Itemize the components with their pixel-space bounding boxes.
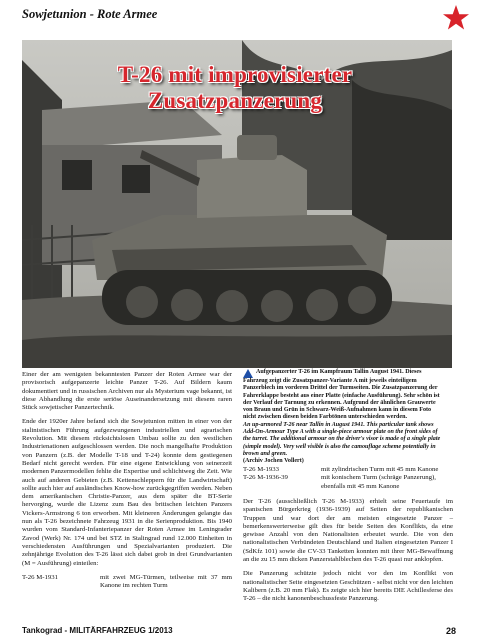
variant-row	[243, 466, 453, 474]
variant-value: mit konischem Turm (schräge Panzerung), ebenfalls mit 45 mm Kanone	[321, 474, 436, 490]
left-column	[22, 371, 232, 590]
triangle-icon	[243, 369, 253, 378]
caption-credit: (Archiv Jochen Vollert)	[243, 458, 304, 465]
variant-key: T-26 M-1933	[243, 466, 279, 473]
intro-paragraph: Einer der am wenigsten bekanntesten Panzer der Roten Armee war der provisorisch aufgepanzerte leichte Panzer T-26. Auf Bildern kaum dokumentiert und in russischen Archiven nur als Mysterium vage bekannt, ist diese Abhandlung die erste seriöse Auseinandersetzung mit diesem raren Stück sowjetischer Panzertechnik.	[22, 371, 232, 412]
variant-row	[243, 474, 453, 491]
variant-key: T-26 M-1931	[22, 573, 58, 581]
armour-paragraph: Die Panzerung schützte jedoch nicht vor den im Konflikt von nationalistischer Seite eingesetzten Geschützen - selbst nicht vor den leichten Kalibern (z.B. 20 mm Flak). Es zeigte sich hier bereits DIE Achillesferse des T-26 – die nicht kanonenbeschussfeste Panzerung.	[243, 570, 453, 603]
variant-list-right	[243, 466, 453, 491]
right-column	[243, 498, 453, 610]
variant-row	[22, 574, 232, 591]
caption-de: Aufgepanzerter T-26 im Kampfraum Tallin August 1941. Dieses Fahrzeug zeigt die Zusatzpanzer-Variante A mit jeweils einteiligem Panzerblech im vorderen Drittel der Turmseiten. Die Zusatzpanzerung der Fahrerklappe besteht aus einer Platte (einfache Ausführung). Sehr schön ist der Verlauf der Tarnung zu erkennen. Aufgrund der ähnlichen Grauwerte von Braun und Grün in Schwarz-Weiß-Aufnahmen kann in diesem Foto nicht zwischen diesen beiden Farbtönen unterschieden werden.	[243, 369, 440, 421]
variant-value: mit zylindrischen Turm mit 45 mm Kanone	[321, 466, 439, 473]
caption-en: An up-armored T-26 near Tallin in August 1941. This particular tank shows Add-On-Armour Type A with a single-piece armour plate on the front sides of the turret. The additional armour on the driver's visor is made of a single plate (simple model). Very well visible is also the camouflage scheme potentially in brown and green.	[243, 421, 441, 457]
page-number: 28	[445, 626, 456, 636]
variant-key: T-26 M-1936-39	[243, 474, 288, 482]
spain-paragraph: Der T-26 (ausschließlich T-26 M-1933) erhielt seine Feuertaufe im spanischen Bürgerkrieg (1936-1939) auf Seiten der republikanischen Truppen und war dort der am meisten eingesetzte Panzer – bemerkenswerterweise gilt dies für beide Seiten des Konflikts, da eine gewisse Anzahl von den Nationalisten erbeutet wurde. Die von den nationalistischen Verbündeten Deutschland und Italien eingesetzten Panzer I (SdKfz 101) sowie die CV-33 Tanketten konnten mit ihrer MG-Bewaffnung an die zu 15 mm dicken Panzerstahlblechen des T-26 quasi nur anklopfen.	[243, 498, 453, 564]
photo-title: T-26 mit improvisierter Zusatzpanzerung	[117, 62, 353, 113]
photo-caption	[243, 369, 443, 466]
variant-list-left	[22, 574, 232, 591]
red-star-icon	[442, 4, 470, 32]
footer-magazine: Tankograd - MILITÄRFAHRZEUG 1/2013	[22, 626, 173, 635]
history-paragraph: Ende der 1920er Jahre befand sich die Sowjetunion mitten in einer von der stalinistischen Führung aufgezwungenen industriellen und agrarischen Revolution. Mit diesem rücksichtslosen Umbau sollte zu den westlichen Industrienationen aufgeschlossen werden. Die noch mangelhafte Produktion von Panzern (z.B. der Modelle T-18 und T-24) konnte dem gestiegenen Bedarf nicht gerecht werden. Für eine eigene Entwicklung von seinerzeit modernen Panzermodellen fehlte die Expertise und schlichtweg die Zeit. Wie auch auf anderen Gebieten (z.B. Kettenschleppern für die Landwirtschaft) sollte auch hier auf ausländisches Know-how zurückgegriffen werden. Neben dem amerikanischen Christie-Panzer, aus dem später die BT-Serie hervorging, wurde die Lizenz zum Bau des britischen leichten Panzers Vickers-Armstrong 6 ton erworben. Mit kleineren Änderungen gelangte das nun als T-26 bezeichnete Fahrzeug 1931 in die Serienproduktion. Bis 1940 wurden vom Standard-Infanteriepanzer der Roten Armee im Leningrader Zavod (Werk) Nr. 174 und bei STZ in Stalingrad rund 12.000 Einheiten in verschiedensten Ausführungen und Spezialvarianten produziert. Die zehnjährige Evolution des T-26 lässt sich dabei grob in drei Grundvarianten (M = Ausführung) einteilen:	[22, 418, 232, 567]
variant-value: mit zwei MG-Türmen, teilweise mit 37 mm Kanone im rechten Turm	[100, 573, 232, 590]
section-header: Sowjetunion - Rote Armee	[22, 7, 158, 21]
